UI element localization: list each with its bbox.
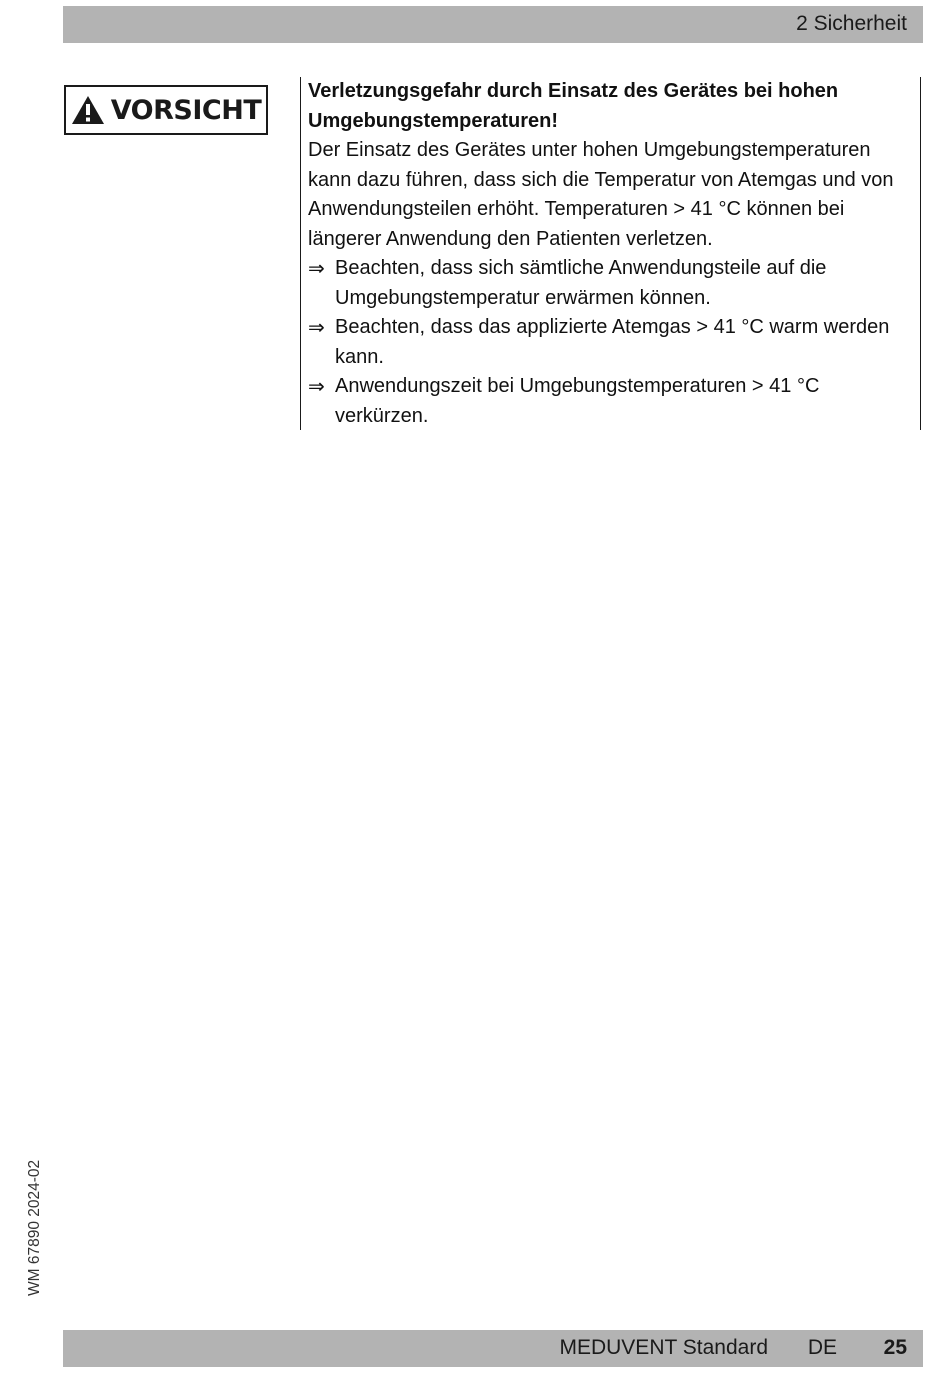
- arrow-bullet-icon: ⇒: [308, 315, 325, 339]
- document-code: WM 67890 2024-02: [26, 1159, 43, 1296]
- action-text: Beachten, dass sich sämtliche Anwendungsteile auf die Umgebungstemperatur erwärmen können.: [335, 257, 827, 309]
- caution-label-box: [64, 85, 268, 135]
- page-number: 25: [883, 1336, 907, 1359]
- action-text: Anwendungszeit bei Umgebungstemperaturen > 41 °C verkürzen.: [335, 375, 820, 427]
- caution-label: VORSICHT: [110, 94, 262, 126]
- warning-headline: Verletzungsgefahr durch Einsatz des Gerätes bei hohen Umgebungstemperaturen!: [308, 80, 839, 132]
- action-item: [308, 372, 916, 431]
- arrow-bullet-icon: ⇒: [308, 256, 325, 280]
- action-item: [308, 254, 916, 313]
- language-code: DE: [807, 1336, 837, 1359]
- warning-triangle-icon: [71, 95, 105, 125]
- warning-body: Der Einsatz des Gerätes unter hohen Umgebungstemperaturen kann dazu führen, dass sich die Temperatur von Atemgas und von Anwendungsteilen erhöht. Temperaturen > 41 °C können bei längerer Anwendung den Patienten verletzen.: [308, 139, 894, 250]
- arrow-bullet-icon: ⇒: [308, 374, 325, 398]
- product-name: MEDUVENT Standard: [559, 1336, 768, 1359]
- header-bar: [63, 6, 923, 43]
- action-text: Beachten, dass das applizierte Atemgas > 41 °C warm werden kann.: [335, 316, 890, 368]
- chapter-title: 2 Sicherheit: [796, 12, 907, 35]
- action-item: [308, 313, 916, 372]
- footer-bar: [63, 1330, 923, 1367]
- warning-content: [300, 77, 921, 430]
